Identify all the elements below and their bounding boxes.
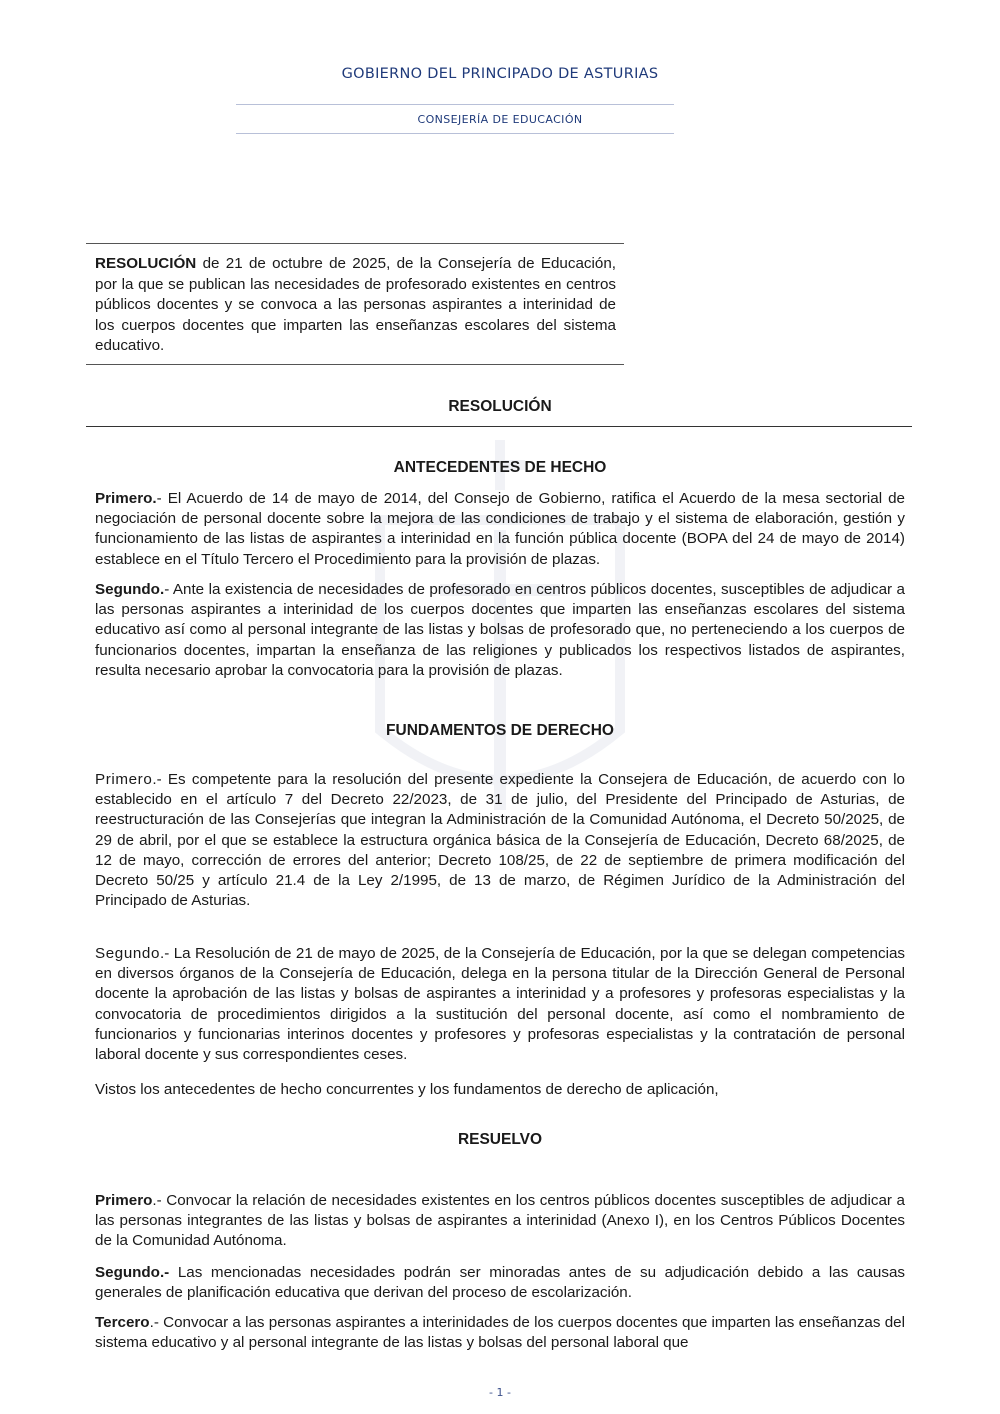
- resuelvo-primero: [95, 1191, 905, 1252]
- heading-resolucion: RESOLUCIÓN: [448, 398, 552, 415]
- page-number: - 1 -: [489, 1386, 511, 1399]
- resolution-summary: [95, 254, 616, 357]
- antecedente-primero-text: - El Acuerdo de 14 de mayo de 2014, del Consejo de Gobierno, ratifica el Acuerdo de la mesa sectorial de negociación de personal docente sobre la mejora de las condiciones de trabajo y el sistema de elaboración, gestión y funcionamiento de las listas de aspirantes a interinidad en la función pública docente (BOPA del 24 de mayo de 2014) establece en el Título Tercero el Procedimiento para la provisión de plazas.: [95, 490, 905, 568]
- summary-bottom-rule: [86, 364, 624, 365]
- fundamento-primero-lead: Primero: [95, 771, 153, 788]
- antecedente-primero: [95, 489, 905, 570]
- fundamento-segundo-lead: Segundo: [95, 945, 161, 962]
- resuelvo-segundo: [95, 1263, 905, 1303]
- heading-resuelvo: RESUELVO: [457, 1131, 543, 1148]
- vistos-paragraph: Vistos los antecedentes de hecho concurrentes y los fundamentos de derecho de aplicación,: [95, 1081, 719, 1098]
- header-divider-top: [236, 104, 674, 105]
- summary-text: de 21 de octubre de 2025, de la Consejería de Educación, por la que se publican las necesidades de profesorado existentes en centros públicos docentes y se convoca a las personas aspirantes a interinidad de los cuerpos docentes que imparten las enseñanzas escolares del sistema educativo.: [95, 255, 616, 354]
- summary-top-rule: [86, 243, 624, 244]
- antecedente-primero-lead: Primero.: [95, 490, 157, 507]
- summary-lead: RESOLUCIÓN: [95, 255, 197, 272]
- fundamento-segundo-text: .- La Resolución de 21 de mayo de 2025, de la Consejería de Educación, por la que se delegan competencias en diversos órganos de la Consejería de Educación, delega en la persona titular de la Dirección General de Personal docente la aprobación de las listas y bolsas de aspirantes a interinidad y a profesores y profesoras especialistas y la convocatoria de procedimientos dirigidos a la sustitución del personal docente, así como el nombramiento de funcionarios y funcionarias interinos docentes y profesores y profesoras especialistas y la contratación de personal laboral docente y sus correspondientes ceses.: [95, 945, 905, 1064]
- department-title: CONSEJERÍA DE EDUCACIÓN: [417, 113, 583, 126]
- resuelvo-primero-text: .- Convocar la relación de necesidades existentes en los centros públicos docentes susceptibles de adjudicar a las personas integrantes de las listas y bolsas de aspirantes a interinidad (Anexo I), en los Centros Públicos Docentes de la Comunidad Autónoma.: [95, 1192, 905, 1250]
- resuelvo-tercero-text: .- Convocar a las personas aspirantes a interinidades de los cuerpos docentes que imparten las enseñanzas del sistema educativo y al personal integrante de las listas y bolsas del personal laboral que: [95, 1314, 905, 1352]
- section-rule: [86, 426, 912, 427]
- antecedente-segundo: [95, 580, 905, 681]
- antecedente-segundo-text: - Ante la existencia de necesidades de profesorado en centros públicos docentes, susceptibles de adjudicar a las personas aspirantes a interinidad de los cuerpos docentes que imparten las enseñanzas escolares del sistema educativo así como al personal integrante de las listas y bolsas de profesorado que, no perteneciendo a los cuerpos de funcionarios docentes, impartan la enseñanza de las religiones y publicados los respectivos listados de aspirantes, resulta necesario aprobar la convocatoria para la provisión de plazas.: [95, 581, 905, 679]
- fundamento-segundo: [95, 944, 905, 1065]
- header-divider-bottom: [236, 133, 674, 134]
- resuelvo-segundo-lead: Segundo.-: [95, 1264, 170, 1281]
- government-title: GOBIERNO DEL PRINCIPADO DE ASTURIAS: [341, 66, 659, 82]
- heading-fundamentos: FUNDAMENTOS DE DERECHO: [386, 722, 614, 739]
- fundamento-primero-text: .- Es competente para la resolución del presente expediente la Consejera de Educación, de acuerdo con lo establecido en el artículo 7 del Decreto 22/2023, de 31 de julio, del Presidente del Principado de Asturias, de reestructuración de las Consejerías que integran la Administración de la Comunidad Autónoma, el Decreto 50/2025, de 29 de abril, por el que se establece la estructura orgánica básica de la Consejería de Educación, Decreto 68/2025, de 12 de mayo, corrección de errores del anterior; Decreto 108/25, de 22 de septiembre de primera modificación del Decreto 50/25 y artículo 21.4 de la Ley 2/1995, de 13 de marzo, de Régimen Jurídico de la Administración del Principado de Asturias.: [95, 771, 905, 910]
- heading-antecedentes: ANTECEDENTES DE HECHO: [393, 459, 607, 476]
- fundamento-primero: [95, 770, 905, 911]
- resuelvo-primero-lead: Primero: [95, 1192, 153, 1209]
- resuelvo-tercero: [95, 1313, 905, 1353]
- antecedente-segundo-lead: Segundo.: [95, 581, 165, 598]
- resuelvo-segundo-text: Las mencionadas necesidades podrán ser minoradas antes de su adjudicación debido a las causas generales de planificación educativa que derivan del proceso de escolarización.: [95, 1264, 905, 1302]
- resuelvo-tercero-lead: Tercero: [95, 1314, 150, 1331]
